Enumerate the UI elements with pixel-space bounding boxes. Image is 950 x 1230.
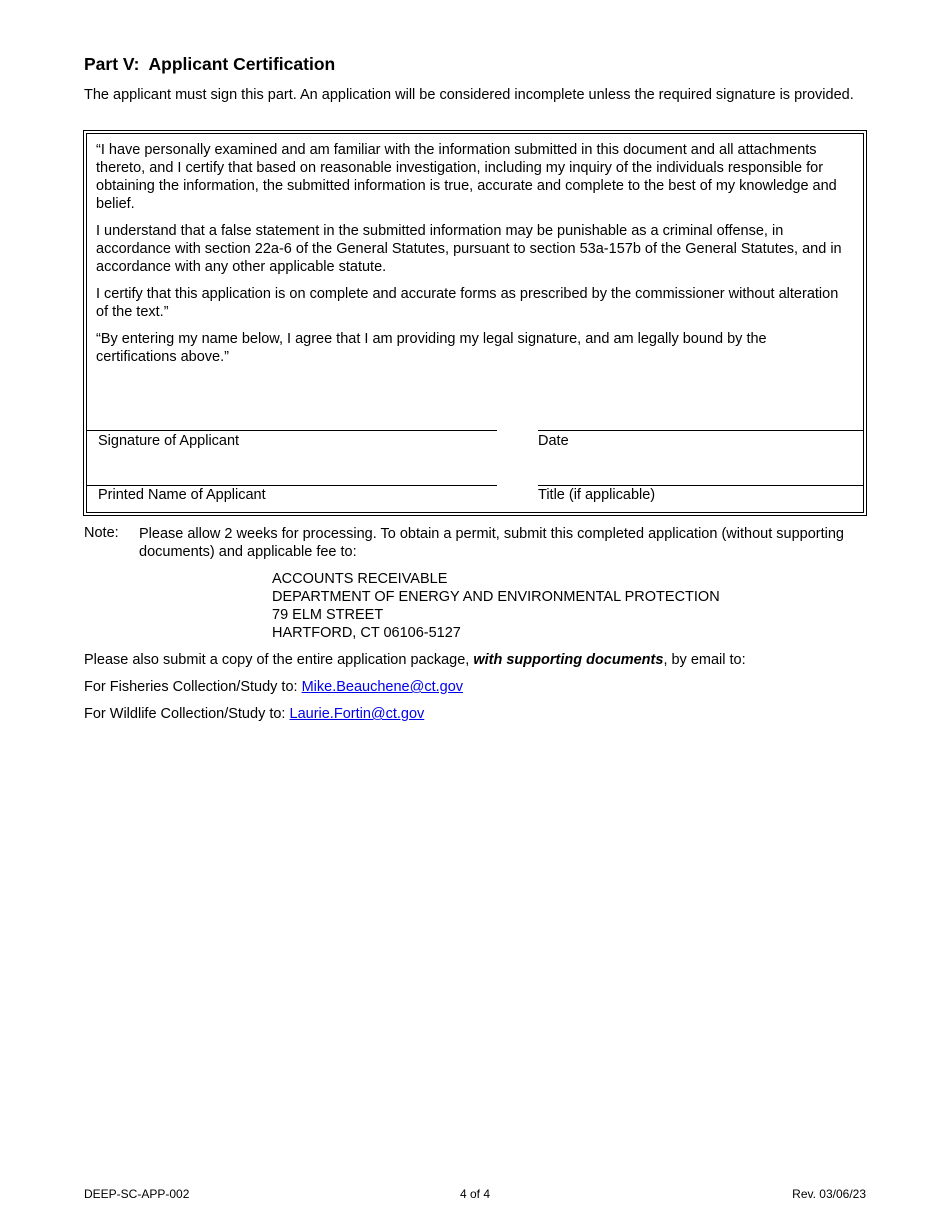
submit-suffix: , by email to: [663,652,746,668]
wildlife-contact [84,705,424,723]
note-text: Please allow 2 weeks for processing. To obtain a permit, submit this completed application (without supporting documents) and applicable fee to: [139,526,844,560]
submit-instruction [84,651,746,669]
signature-label: Signature of Applicant [98,433,240,449]
certification-paragraph: I understand that a false statement in the submitted information may be punishable as a criminal offense, in accordance with section 22a-6 of the General Statutes, pursuant to section 53a-157b of the General Statutes, and in accordance with any other applicable statute. [96,223,842,275]
date-label: Date [538,433,569,449]
certification-box [83,130,867,516]
footer-revision: Rev. 03/06/23 [792,1187,866,1201]
title-label: Title (if applicable) [538,487,656,503]
signature-field[interactable] [86,430,497,431]
certification-text [96,141,850,375]
mailing-address [272,570,720,642]
date-field[interactable] [538,430,864,431]
footer-form-id: DEEP-SC-APP-002 [84,1187,190,1201]
fisheries-contact [84,678,463,696]
certification-paragraph: I certify that this application is on complete and accurate forms as prescribed by the commissioner without alteration of the text.” [96,286,839,320]
wildlife-label: For Wildlife Collection/Study to: [84,706,290,722]
certification-paragraph: “I have personally examined and am familiar with the information submitted in this document and all attachments thereto, and I certify that based on reasonable investigation, including my inquiry of the individuals responsible for obtaining the information, the submitted information is true, accurate and complete to the best of my knowledge and belief. [96,142,837,212]
certification-paragraph: “By entering my name below, I agree that I am providing my legal signature, and am legally bound by the certifications above.” [96,331,767,365]
fisheries-email-link[interactable]: Mike.Beauchene@ct.gov [301,679,464,695]
intro-text: The applicant must sign this part. An application will be considered incomplete unless the required signature is provided. [84,87,854,103]
address-line: HARTFORD, CT 06106-5127 [272,625,461,641]
note-label: Note: [84,525,119,541]
footer-page-number: 4 of 4 [459,1187,491,1201]
address-line: ACCOUNTS RECEIVABLE [272,571,448,587]
wildlife-email-link[interactable]: Laurie.Fortin@ct.gov [289,706,425,722]
submit-emphasis: with supporting documents [473,652,664,668]
address-line: 79 ELM STREET [272,607,384,623]
submit-prefix: Please also submit a copy of the entire application package, [84,652,474,668]
printed-name-label: Printed Name of Applicant [98,487,266,503]
fisheries-label: For Fisheries Collection/Study to: [84,679,302,695]
page-title: Part V: Applicant Certification [84,54,336,74]
address-line: DEPARTMENT OF ENERGY AND ENVIRONMENTAL PROTECTION [272,589,720,605]
